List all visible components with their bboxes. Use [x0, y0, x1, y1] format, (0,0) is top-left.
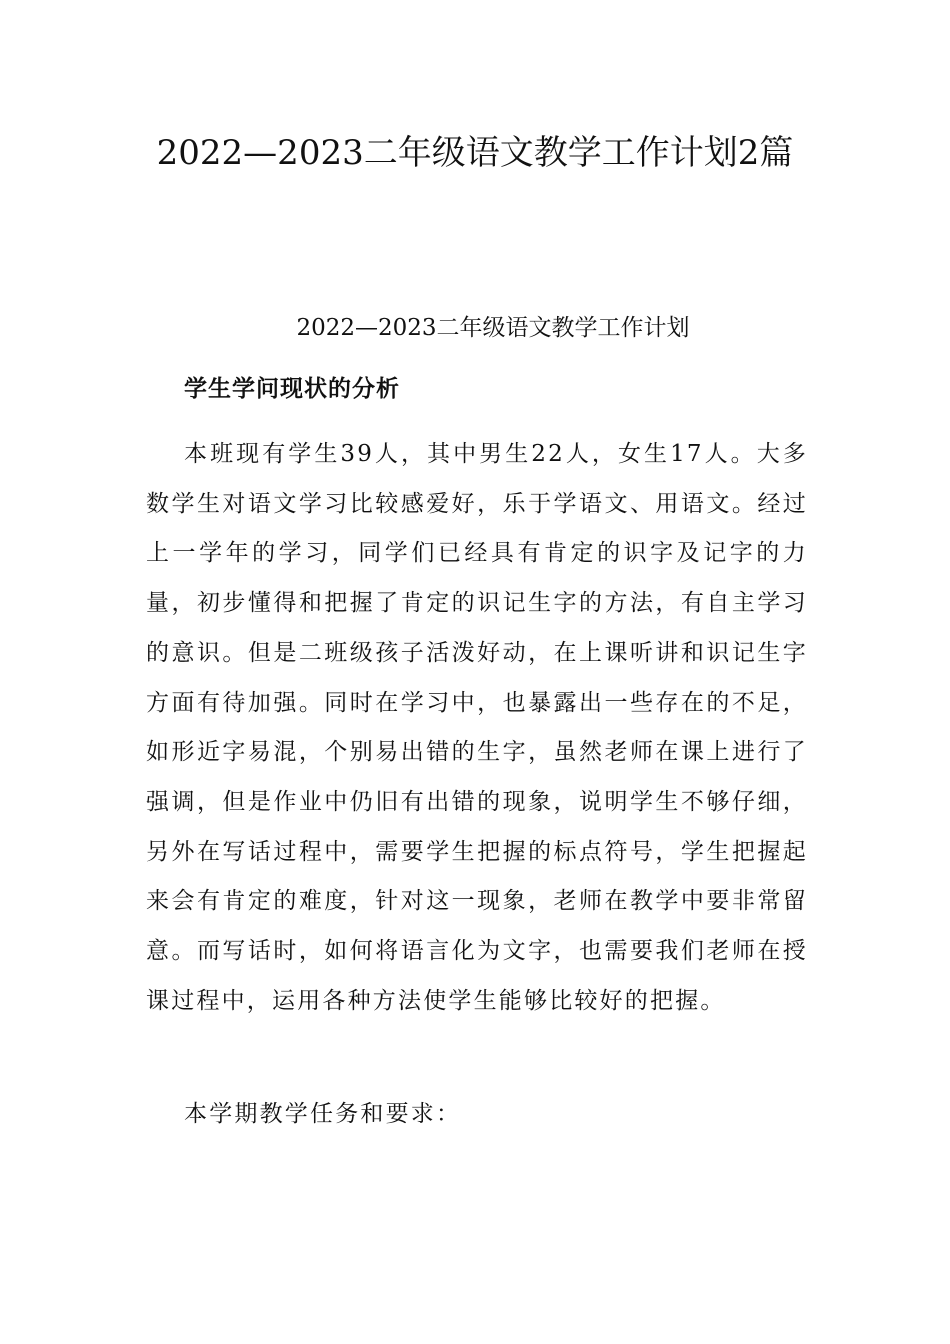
body-paragraph-2: 本学期教学任务和要求： — [184, 1101, 462, 1127]
document-subtitle: 2022—2023二年级语文教学工作计划 — [296, 315, 690, 341]
section-heading: 学生学问现状的分析 — [184, 375, 400, 402]
body-paragraph: 本班现有学生39人，其中男生22人，女生17人。大多数学生对语文学习比较感爱好，乐于学语文、用语文。经过上一学年的学习，同学们已经具有肯定的识字及记字的力量，初步懂得和把握了肯定的识记生字的方法，有自主学习的意识。但是二班级孩子活泼好动，在上课听讲和识记生字方面有待加强。同时在学习中，也暴露出一些存在的不足，如形近字易混，个别易出错的生字，虽然老师在课上进行了强调，但是作业中仍旧有出错的现象，说明学生不够仔细，另外在写话过程中，需要学生把握的标点符号，学生把握起来会有肯定的难度，针对这一现象，老师在教学中要非常留意。而写话时，如何将语言化为文字，也需要我们老师在授课过程中，运用各种方法使学生能够比较好的把握。 — [146, 441, 808, 1014]
document-title: 2022—2023二年级语文教学工作计划2篇 — [156, 133, 794, 173]
